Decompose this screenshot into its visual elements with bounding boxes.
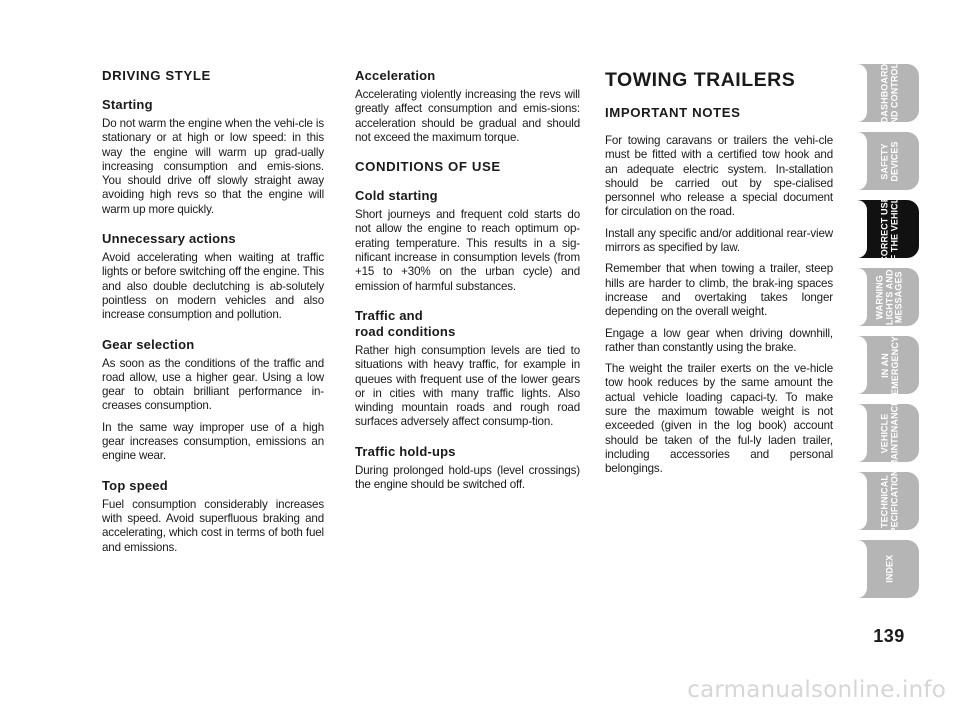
paragraph-traffic: Rather high consumption levels are tied to situations with heavy traffic, for example in queues with frequent use of the lower gears or in cities with many traffic lights. Also winding mountain roads and rough road surfaces adversely affect consump-tion. [355,343,580,429]
tab-label: SAFETY DEVICES [879,140,899,182]
right-column [605,68,833,491]
paragraph-gear-selection-1: As soon as the conditions of the traffic and road allow, use a higher gear. Using a low gear to obtain brilliant performance in-creases consumption. [102,356,324,413]
paragraph-starting: Do not warm the engine when the vehi-cle is stationary or at high or low speed: in this way the engine will warm up grad-ually increasing consumption and emis-sions. You should drive off slowly straight away avoiding high revs so that the engine will warm up more quickly. [102,117,324,216]
section-heading-important-notes: IMPORTANT NOTES [605,105,741,120]
subheading-gear-selection: Gear selection [102,336,195,352]
tab-warning-lights-and-messages[interactable] [855,268,919,326]
subheading-cold-starting: Cold starting [355,188,438,204]
tab-label: DASHBOARD AND CONTROLS [879,56,900,130]
page-number: 139 [873,626,905,646]
tab-correct-use-of-the-vehicle[interactable] [855,191,919,267]
paragraph-towing-3: Remember that when towing a trailer, steep hills are harder to climb, the brak-ing spaces increase and overtaking takes longer depending on the overall weight. [605,262,833,319]
tab-dashboard-and-controls[interactable] [855,56,919,130]
subheading-acceleration: Acceleration [355,68,436,83]
tab-label: INDEX [884,554,895,584]
section-heading-driving-style: DRIVING STYLE [102,68,211,83]
subheading-starting: Starting [102,97,153,112]
paragraph-towing-2: Install any specific and/or additional rear-view mirrors as specified by law. [605,226,833,255]
paragraph-traffic-holdups: During prolonged hold-ups (level crossings) the engine should be switched off. [355,463,580,492]
subheading-traffic-line1: Traffic and [355,307,423,323]
page-title: TOWING TRAILERS [605,69,796,91]
section-heading-conditions-of-use: CONDITIONS OF USE [355,159,501,175]
tab-technical-specifications[interactable] [855,462,919,540]
subheading-unnecessary-actions: Unnecessary actions [102,231,236,247]
paragraph-towing-4: Engage a low gear when driving downhill, rather than constantly using the brake. [605,326,833,354]
tab-label: TECHNICAL SPECIFICATIONS [879,462,899,540]
subheading-top-speed: Top speed [102,477,168,493]
middle-column [355,68,580,506]
tab-safety-devices[interactable] [855,132,919,190]
paragraph-cold-starting: Short journeys and frequent cold starts do not allow the engine to reach optimum op-erating temperature. This results in a sig-nificant increase in consumption levels (from +15 to +30% on the urban cycle) and emission of harmful substances. [355,208,580,293]
tab-label: VEHICLE MAINTENANCE [879,399,900,467]
paragraph-gear-selection-2: In the same way improper use of a high gear increases consumption, emissions an engine wear. [102,420,324,463]
tab-label: CORRECT USE OF THE VEHICLE [879,191,899,267]
paragraph-towing-1: For towing caravans or trailers the vehi-cle must be fitted with a certified tow hook and an adequate electric system. In-stallation should be carried out by spe-cialised personnel who release a special document for circulation on the road. [605,134,833,219]
tab-in-an-emergency[interactable] [855,336,919,394]
left-column [102,68,324,569]
tab-vehicle-maintenance[interactable] [855,399,919,467]
watermark: carmanualsonline.info [687,677,946,703]
paragraph-towing-5: The weight the trailer exerts on the ve-hicle tow hook reduces by the same amount the actual vehicle loading capaci-ty. To make sure the maximum towable weight is not exceeded (given in the log book) account should be taken of the ful-ly laden trailer, including accessories and personal belongings. [605,362,833,476]
subheading-traffic-holdups: Traffic hold-ups [355,443,456,459]
paragraph-unnecessary-actions: Avoid accelerating when waiting at traffic lights or before switching off the engine. This and also double declutching is ab-solutely pointless on modern vehicles and also increase consumption and pollution. [102,251,324,322]
paragraph-top-speed: Fuel consumption considerably increases with speed. Avoid superfluous braking and accelerating, which cost in terms of both fuel and emissions. [102,497,324,554]
tab-label: WARNING LIGHTS AND MESSAGES [874,269,904,325]
tab-index[interactable] [855,540,919,598]
tab-label: IN AN EMERGENCY [879,335,900,395]
subheading-traffic-line2: road conditions [355,323,456,339]
paragraph-acceleration: Accelerating violently increasing the revs will greatly affect consumption and emis-sions: acceleration should be gradual and should not exceed the maximum torque. [355,88,580,144]
